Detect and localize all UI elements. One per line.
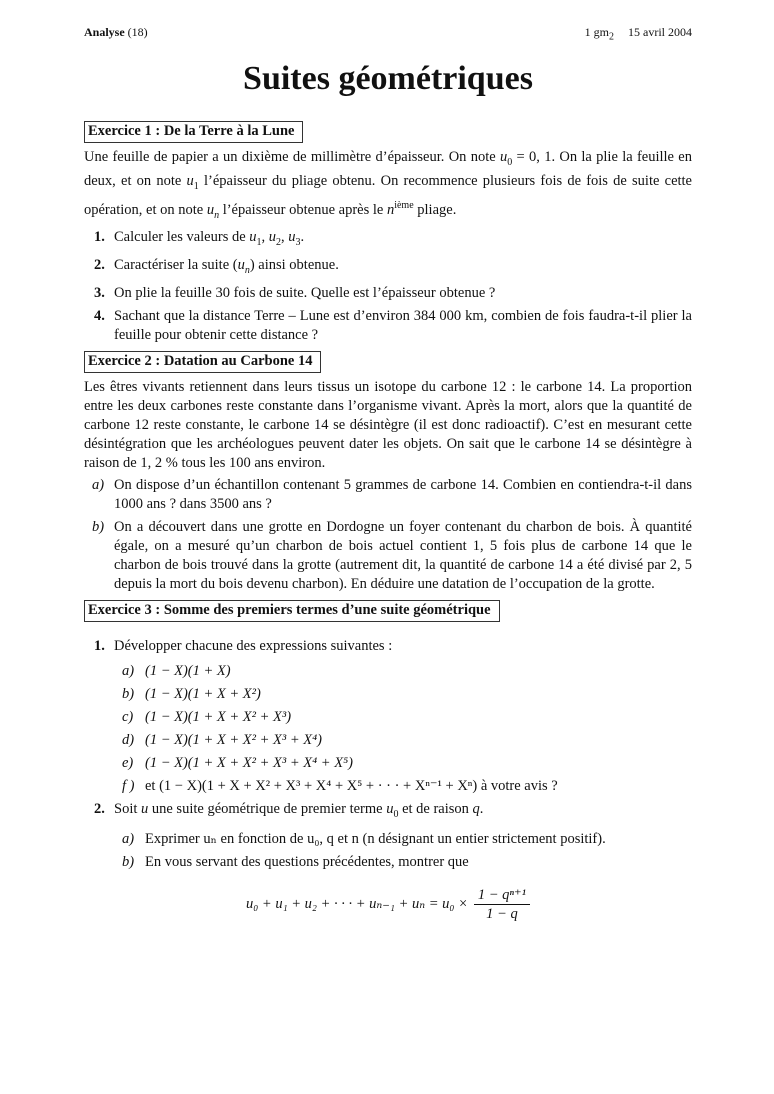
exercise-2-questions bbox=[84, 476, 692, 594]
list-item: a) (1 − X)(1 + X) bbox=[122, 662, 231, 679]
page-header bbox=[84, 22, 692, 47]
list-item: b) On a découvert dans une grotte en Dordogne un foyer contenant du charbon de bois. À quantité égale, on a mesuré qu’un charbon de bois actuel contient 1, 5 fois plus de carbone 14 que le charbon de bois trouvé dans la grotte (autrement dit, la quantité de carbone 14 a été divisé par 2, 5 depuis la mort du bois devenu charbon). En déduire une datation de l’occupation de la grotte. bbox=[92, 518, 692, 592]
header-class: 1 $gm_2$ bbox=[584, 25, 614, 43]
formula-lhs: u₀ + u₁ + u₂ + · · · + uₙ₋₁ + uₙ = u₀ × bbox=[246, 895, 468, 912]
sum-formula bbox=[84, 886, 692, 923]
list-item: a) On dispose d’un échantillon contenant 5 grammes de carbone 14. Combien en contiendra-t-il dans 1000 ans ? dans 3500 ans ? bbox=[92, 476, 692, 512]
exercise-1-questions bbox=[84, 228, 692, 345]
header-left: Analyse (18) bbox=[84, 25, 148, 39]
exercise-1-intro: Une feuille de papier a un dixième de millimètre d’épaisseur. On note $u_0 = 0$, 1. On la plie la feuille en deux, et on note $u_1$ l’épaisseur du pliage obtenu. On recommence plusieurs fois de fois de suite cette opération, et on note $u_n$ l’épaisseur obtenue après le $n^{ième}$ pliage. bbox=[84, 149, 692, 221]
list-item: a) Exprimer uₙ en fonction de u₀, q et n (n désignant un entier strictement positif). bbox=[122, 830, 606, 847]
list-item: 2. Soit u une suite géométrique de premier terme $u_0$ et de raison q. a) Exprimer uₙ en fonction de u₀, q et n (n désignant un entier strictement positif). b) En vous servant des questions précédentes, montrer que bbox=[84, 800, 692, 872]
expression-list bbox=[114, 662, 692, 796]
exercise-3-heading: Exercice 3 : Somme des premiers termes d’une suite géométrique bbox=[84, 600, 500, 622]
list-item: b) En vous servant des questions précédentes, montrer que bbox=[122, 853, 469, 870]
header-date: 15 avril 2004 bbox=[628, 25, 692, 39]
formula-numerator: 1 − qⁿ⁺¹ bbox=[474, 886, 530, 905]
list-item: 1. Développer chacune des expressions suivantes : a) (1 − X)(1 + X) b) (1 − X)(1 + X + X²) c) (1 − X)(1 + X + X² + X³) d) (1 − X)(1 + X + X² + X³ + X⁴) e) (1 − X)(1 + X + X² + X³ + X⁴ + X⁵) f ) et (1 − X)(1 + X + X² + X³ + X⁴ + X⁵ + · · · + Xⁿ⁻¹ + Xⁿ) à votre avis ? bbox=[84, 637, 692, 796]
document-page bbox=[84, 22, 692, 923]
list-item: 4. Sachant que la distance Terre – Lune est d’environ 384 000 km, combien de fois faudra-t-il plier la feuille pour obtenir cette distance ? bbox=[94, 307, 692, 343]
list-item: 2. Caractériser la suite $(u_n)$ ainsi obtenue. bbox=[94, 256, 339, 276]
list-item: d) (1 − X)(1 + X + X² + X³ + X⁴) bbox=[122, 731, 323, 748]
list-item: 3. On plie la feuille 30 fois de suite. Quelle est l’épaisseur obtenue ? bbox=[94, 284, 496, 301]
formula-denominator: 1 − q bbox=[486, 905, 518, 922]
exercise-3-questions bbox=[84, 637, 692, 872]
sub-question-list bbox=[114, 830, 692, 872]
exercise-2-heading: Exercice 2 : Datation au Carbone 14 bbox=[84, 351, 321, 373]
header-right bbox=[557, 22, 692, 47]
list-item: c) (1 − X)(1 + X + X² + X³) bbox=[122, 708, 292, 725]
exercise-1-heading: Exercice 1 : De la Terre à la Lune bbox=[84, 121, 303, 143]
page-title: Suites géométriques bbox=[243, 60, 533, 98]
list-item: 1. Calculer les valeurs de $u_1$, $u_2$, $u_3$. bbox=[94, 228, 305, 248]
formula-fraction bbox=[474, 886, 530, 923]
list-item: f ) et (1 − X)(1 + X + X² + X³ + X⁴ + X⁵ + · · · + Xⁿ⁻¹ + Xⁿ) à votre avis ? bbox=[122, 777, 558, 794]
exercise-2-intro: Les êtres vivants retiennent dans leurs tissus un isotope du carbone 12 : le carbone 14. La proportion entre les deux carbones reste constante dans l’organisme vivant. Après la mort, alors que la quantité de carbone 12 reste constante, le carbone 14 se désintègre (il est donc radioactif). C’est en mesurant cette désintégration que les archéologues peuvent dater les objets. On sait que le carbone 14 se désintègre à raison de 1, 2 % tous les 100 ans environ. bbox=[84, 378, 692, 471]
list-item: e) (1 − X)(1 + X + X² + X³ + X⁴ + X⁵) bbox=[122, 754, 353, 771]
list-item: b) (1 − X)(1 + X + X²) bbox=[122, 685, 261, 702]
